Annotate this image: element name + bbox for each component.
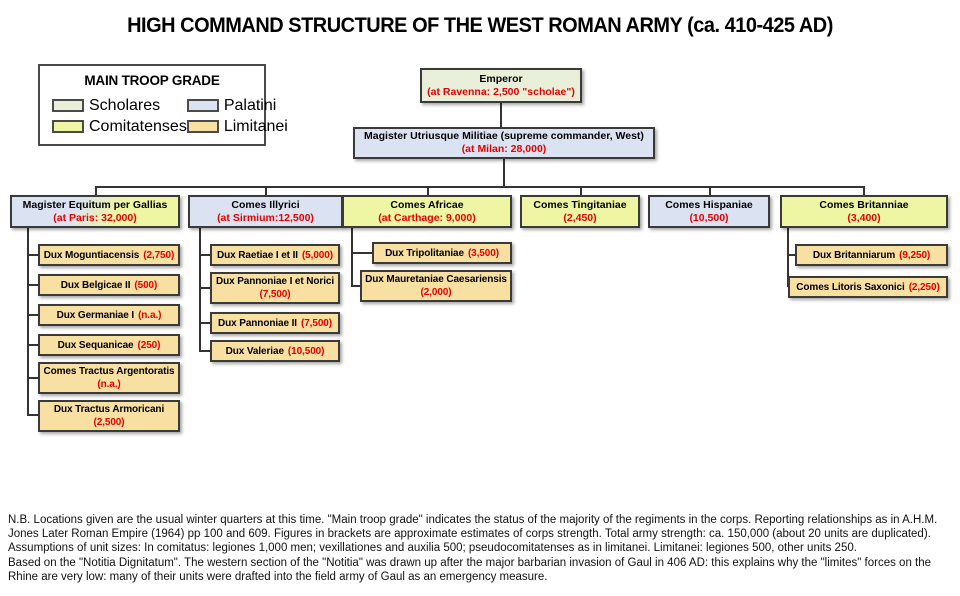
node-name: Dux Pannoniae I et Norici: [215, 276, 335, 287]
node-strength: (2,750): [143, 249, 175, 261]
node-name: Comes Litoris Saxonici: [796, 281, 905, 293]
node-dux-pannoniae-ii: [210, 312, 340, 334]
connector-line: [199, 287, 210, 289]
node-name: Emperor: [479, 72, 523, 85]
node-strength: (at Paris: 32,000): [53, 211, 137, 224]
node-strength: (5,000): [301, 249, 333, 261]
node-name: Dux Britanniarum: [812, 249, 896, 261]
node-dux-sequanicae: [38, 334, 180, 356]
node-comes-illyrici: [188, 195, 343, 228]
node-dux-belgicae-ii: [38, 274, 180, 296]
footnote-paragraph: N.B. Locations given are the usual winter quarters at this time. "Main troop grade" indicates the status of the majority of the regiments in the corps. Reporting relationships as in A.H.M. Jones Later Roman Empire (1964) pp 100 and 609. Figures in brackets are approximate estimates of corps strength. Total army strength: ca. 150,000 (about 20 units are duplicated). Assumptions of unit sizes: In comitatus: legiones 1,000 men; vexillationes and auxilia 500; pseudocomitatenses as in limitanei. Limitanei: legiones 500, other units 250.: [8, 514, 938, 555]
node-comes-hispaniae: [648, 195, 770, 228]
node-strength: (2,450): [563, 211, 597, 224]
connector-line: [199, 322, 210, 324]
legend-label: Limitanei: [223, 117, 288, 135]
connector-line: [351, 228, 353, 287]
connector-line: [265, 186, 267, 195]
legend-label: Palatini: [223, 96, 277, 114]
connector-line: [27, 414, 38, 416]
node-name: Comes Tingitaniae: [533, 198, 627, 211]
connector-line: [427, 186, 429, 195]
limitanei-swatch: [187, 120, 219, 133]
node-name: Dux Belgicae II: [60, 279, 131, 291]
legend-label: Scholares: [89, 96, 161, 114]
legend-box: [38, 64, 288, 146]
legend-item-comitatenses: [52, 118, 187, 136]
node-strength: (10,500): [287, 345, 325, 357]
legend-label: Comitatenses: [89, 117, 187, 135]
node-comes-tractus-argentoratis: [38, 362, 180, 394]
connector-line: [580, 186, 582, 195]
node-comes-britanniae: [780, 195, 948, 228]
footnote-paragraph: Based on the "Notitia Dignitatum". The western section of the "Notitia" was drawn up after the major barbarian invasion of Gaul in 406 AD: this explains why the "limites" forces on the Rhine are very low: many of their units were drafted into the field army of Gaul as an emergency measure.: [8, 556, 932, 583]
legend-items: [52, 95, 288, 137]
connector-line: [199, 254, 210, 256]
node-strength: (10,500): [689, 211, 729, 224]
connector-line: [709, 186, 711, 195]
node-comes-tingitaniae: [520, 195, 640, 228]
connector-line: [27, 344, 38, 346]
connector-line: [27, 377, 38, 379]
node-emperor: [420, 68, 582, 103]
node-strength: (7,500): [259, 289, 291, 300]
connector-line: [95, 186, 97, 195]
footnotes: [8, 513, 954, 584]
node-strength: (250): [137, 339, 161, 351]
node-name: Dux Germaniae I: [56, 309, 135, 321]
node-strength: (at Ravenna: 2,500 "scholae"): [427, 85, 575, 98]
node-strength: (at Milan: 28,000): [461, 143, 547, 155]
node-dux-valeriae: [210, 340, 340, 362]
connector-line: [500, 103, 502, 127]
node-name: Magister Utriusque Militiae (supreme commander, West): [364, 130, 644, 142]
node-magister-utriusque-militiae: [353, 127, 655, 159]
legend-item-limitanei: [187, 118, 288, 136]
node-name: Comes Africae: [390, 198, 464, 211]
node-strength: (n.a.): [97, 379, 121, 390]
connector-line: [27, 228, 29, 416]
node-name: Comes Britanniae: [819, 198, 909, 211]
node-strength: (at Sirmium:12,500): [217, 211, 314, 224]
node-dux-britanniarum: [795, 244, 948, 266]
node-dux-pannoniae-i-et-norici: [210, 272, 340, 304]
legend-item-scholares: [52, 97, 187, 115]
legend-title: MAIN TROOP GRADE: [84, 73, 220, 88]
node-strength: (2,500): [93, 417, 125, 428]
node-name: Dux Raetiae I et II: [217, 249, 298, 261]
node-name: Comes Illyrici: [231, 198, 300, 211]
connector-line: [503, 159, 505, 186]
connector-line: [863, 186, 865, 195]
node-comes-africae: [342, 195, 512, 228]
node-strength: (9,250): [899, 249, 931, 261]
node-strength: (3,400): [847, 211, 881, 224]
node-name: Dux Sequanicae: [57, 339, 134, 351]
connector-line: [27, 314, 38, 316]
node-name: Dux Pannoniae II: [218, 317, 297, 329]
node-dux-mauretaniae-caesariensis: [360, 270, 512, 302]
node-strength: (at Carthage: 9,000): [378, 211, 476, 224]
node-dux-germaniae-i: [38, 304, 180, 326]
connector-line: [199, 228, 201, 352]
connector-line: [95, 186, 865, 188]
node-name: Dux Moguntiacensis: [43, 249, 140, 261]
connector-line: [351, 252, 372, 254]
node-strength: (n.a.): [138, 309, 162, 321]
comitatenses-swatch: [52, 120, 84, 133]
palatini-swatch: [187, 99, 219, 112]
connector-line: [199, 350, 210, 352]
node-strength: (3,500): [467, 247, 499, 259]
page-title: HIGH COMMAND STRUCTURE OF THE WEST ROMAN ARMY (ca. 410-425 AD): [127, 14, 833, 37]
node-name: Dux Mauretaniae Caesariensis: [365, 274, 507, 285]
node-strength: (2,250): [908, 281, 940, 293]
node-dux-raetiae-i-et-ii: [210, 244, 340, 266]
scholares-swatch: [52, 99, 84, 112]
node-dux-tripolitaniae: [372, 242, 512, 264]
node-comes-litoris-saxonici: [788, 276, 948, 298]
node-strength: (7,500): [300, 317, 332, 329]
node-name: Magister Equitum per Gallias: [22, 198, 168, 211]
connector-line: [351, 285, 360, 287]
node-strength: (500): [134, 279, 158, 291]
node-dux-moguntiacensis: [38, 244, 180, 266]
node-name: Comes Tractus Argentoratis: [43, 366, 175, 377]
node-magister-equitum-per-gallias: [10, 195, 180, 228]
legend-item-palatini: [187, 97, 288, 115]
node-strength: (2,000): [420, 287, 452, 298]
node-name: Dux Valeriae: [225, 345, 284, 357]
node-name: Comes Hispaniae: [665, 198, 753, 211]
connector-line: [27, 254, 38, 256]
node-name: Dux Tractus Armoricani: [53, 404, 165, 415]
connector-line: [27, 284, 38, 286]
node-dux-tractus-armoricani: [38, 400, 180, 432]
node-name: Dux Tripolitaniae: [385, 247, 464, 259]
